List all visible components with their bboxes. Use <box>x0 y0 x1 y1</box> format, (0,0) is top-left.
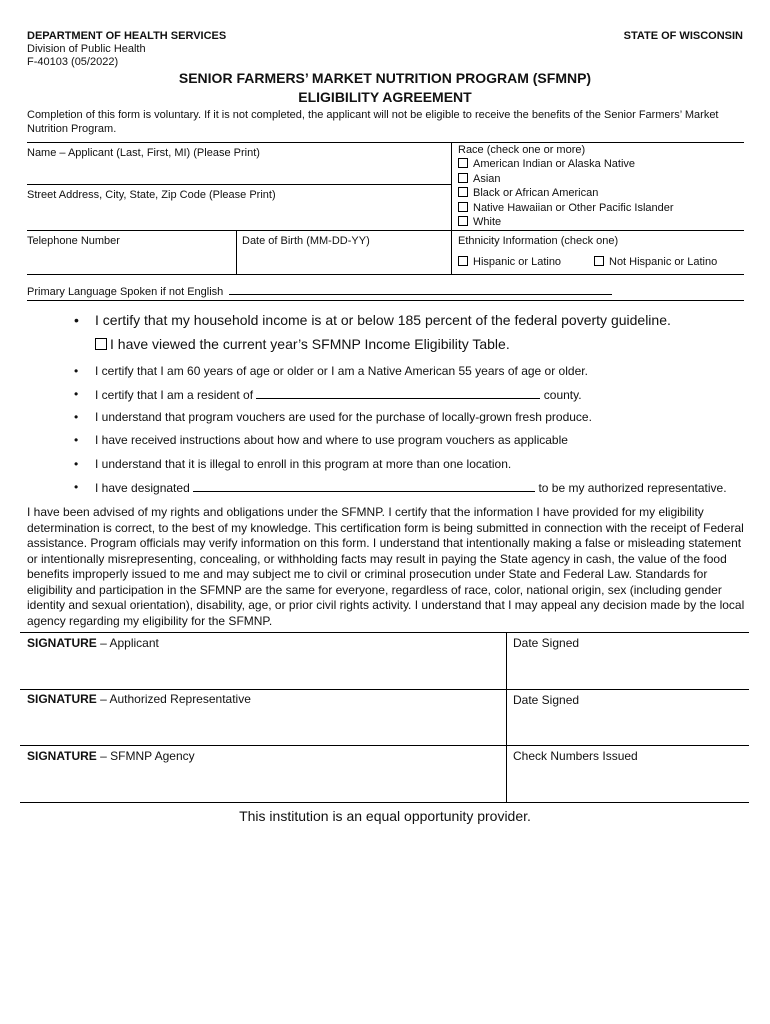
checkbox[interactable] <box>95 338 107 350</box>
checkbox[interactable] <box>458 173 468 183</box>
language-label: Primary Language Spoken if not English <box>27 286 224 298</box>
cert-instructions: I have received instructions about how and where to use program vouchers as applicable <box>95 433 568 447</box>
check-numbers-field[interactable] <box>513 765 743 799</box>
cert-income: I certify that my household income is at or below 185 percent of the federal poverty guideline. <box>95 312 671 328</box>
grid-phone-divider <box>236 230 237 274</box>
dob-label: Date of Birth (MM-DD-YY) <box>242 235 370 247</box>
date-signed-label-2: Date Signed <box>513 693 580 707</box>
address-field[interactable] <box>27 202 447 228</box>
grid-line-1 <box>27 184 451 185</box>
sig-column-divider <box>506 632 507 802</box>
ethnicity-label: Ethnicity Information (check one) <box>458 235 619 247</box>
state-name: STATE OF WISCONSIN <box>623 30 743 42</box>
check-numbers-label: Check Numbers Issued <box>513 749 638 763</box>
checkbox[interactable] <box>458 187 468 197</box>
sig-line-1 <box>20 689 749 690</box>
bullet: • <box>74 387 79 401</box>
sig-representative-label: SIGNATURE – Authorized Representative <box>27 692 251 706</box>
date-signed-field-1[interactable] <box>513 652 743 686</box>
race-option-1[interactable]: American Indian or Alaska Native <box>458 157 635 171</box>
form-subtitle: ELIGIBILITY AGREEMENT <box>298 89 472 105</box>
name-label: Name – Applicant (Last, First, MI) (Please Print) <box>27 147 260 159</box>
bullet: • <box>74 312 79 328</box>
department-name: DEPARTMENT OF HEALTH SERVICES <box>27 30 227 42</box>
checkbox[interactable] <box>458 216 468 226</box>
sig-applicant-label: SIGNATURE – Applicant <box>27 636 159 650</box>
cert-age: I certify that I am 60 years of age or older or I am a Native American 55 years of age or older. <box>95 364 588 378</box>
sig-bottom-border <box>20 802 749 803</box>
checkbox[interactable] <box>594 256 604 266</box>
intro-text: Completion of this form is voluntary. If it is not completed, the applicant will not be eligible to receive the benefits of the Senior Farmers’ Market Nutrition Program. <box>27 109 719 135</box>
division-name: Division of Public Health <box>27 43 146 55</box>
bullet: • <box>74 433 79 447</box>
ethnicity-option-not-hispanic[interactable]: Not Hispanic or Latino <box>594 255 717 269</box>
cert-illegal: I understand that it is illegal to enroll in this program at more than one location. <box>95 457 512 471</box>
sig-agency-field[interactable] <box>27 765 497 799</box>
date-signed-label-1: Date Signed <box>513 636 580 650</box>
form-number: F-40103 (05/2022) <box>27 56 119 68</box>
sig-agency-label: SIGNATURE – SFMNP Agency <box>27 749 195 763</box>
language-field[interactable] <box>229 283 612 295</box>
ethnicity-option-hispanic[interactable]: Hispanic or Latino <box>458 255 561 269</box>
checkbox[interactable] <box>458 256 468 266</box>
sig-top-border <box>20 632 749 633</box>
phone-field[interactable] <box>27 248 232 272</box>
name-field[interactable] <box>27 160 447 182</box>
section-divider <box>27 300 744 301</box>
dob-field[interactable] <box>242 248 447 272</box>
address-label: Street Address, City, State, Zip Code (Please Print) <box>27 189 276 201</box>
representative-field[interactable] <box>193 480 535 492</box>
grid-bottom-border <box>27 274 744 275</box>
bullet: • <box>74 364 79 378</box>
bullet: • <box>74 480 79 494</box>
sig-applicant-field[interactable] <box>27 652 497 686</box>
race-option-2[interactable]: Asian <box>458 172 501 186</box>
grid-top-border <box>27 142 744 143</box>
sig-line-2 <box>20 745 749 746</box>
cert-designated: I have designated to be my authorized representative. <box>95 481 727 495</box>
grid-line-2 <box>27 230 744 231</box>
sig-representative-field[interactable] <box>27 708 497 742</box>
bullet: • <box>74 410 79 424</box>
form-title: SENIOR FARMERS’ MARKET NUTRITION PROGRAM (SFMNP) <box>178 70 592 86</box>
phone-label: Telephone Number <box>27 235 120 247</box>
grid-race-divider <box>451 142 452 274</box>
county-field[interactable] <box>256 387 540 399</box>
cert-vouchers: I understand that program vouchers are used for the purchase of locally-grown fresh produce. <box>95 410 592 424</box>
race-label: Race (check one or more) <box>458 144 586 156</box>
bullet: • <box>74 457 79 471</box>
checkbox[interactable] <box>458 158 468 168</box>
equal-opportunity-statement: This institution is an equal opportunity provider. <box>239 808 531 824</box>
language-row <box>27 283 612 299</box>
rights-paragraph: I have been advised of my rights and obligations under the SFMNP. I certify that the information I have provided for my eligibility determination is correct, to the best of my knowledge. This certification form is being submitted in connection with the receipt of Federal assistance. Program officials may verify information on this form. I understand that intentionally making a false or misleading statement or intentionally misrepresenting, concealing, or withholding facts may result in paying the State agency in cash, the value of the food benefits improperly issued to me and may subject me to civil or criminal prosecution under State and Federal Law. Standards for eligibility and participation in the SFMNP are the same for everyone, regardless of race, color, national origin, sex (including gender identity and sexual orientation), disability, age, or prior civil rights activity. I understand that I may appeal any decision made by the local agency regarding my eligibility for the SFMNP. <box>27 505 745 628</box>
race-option-5[interactable]: White <box>458 215 501 229</box>
cert-income-table[interactable]: I have viewed the current year’s SFMNP Income Eligibility Table. <box>95 336 510 353</box>
checkbox[interactable] <box>458 202 468 212</box>
date-signed-field-2[interactable] <box>513 709 743 743</box>
cert-resident: I certify that I am a resident of county. <box>95 388 582 402</box>
race-option-3[interactable]: Black or African American <box>458 186 598 200</box>
race-option-4[interactable]: Native Hawaiian or Other Pacific Islander <box>458 201 674 215</box>
